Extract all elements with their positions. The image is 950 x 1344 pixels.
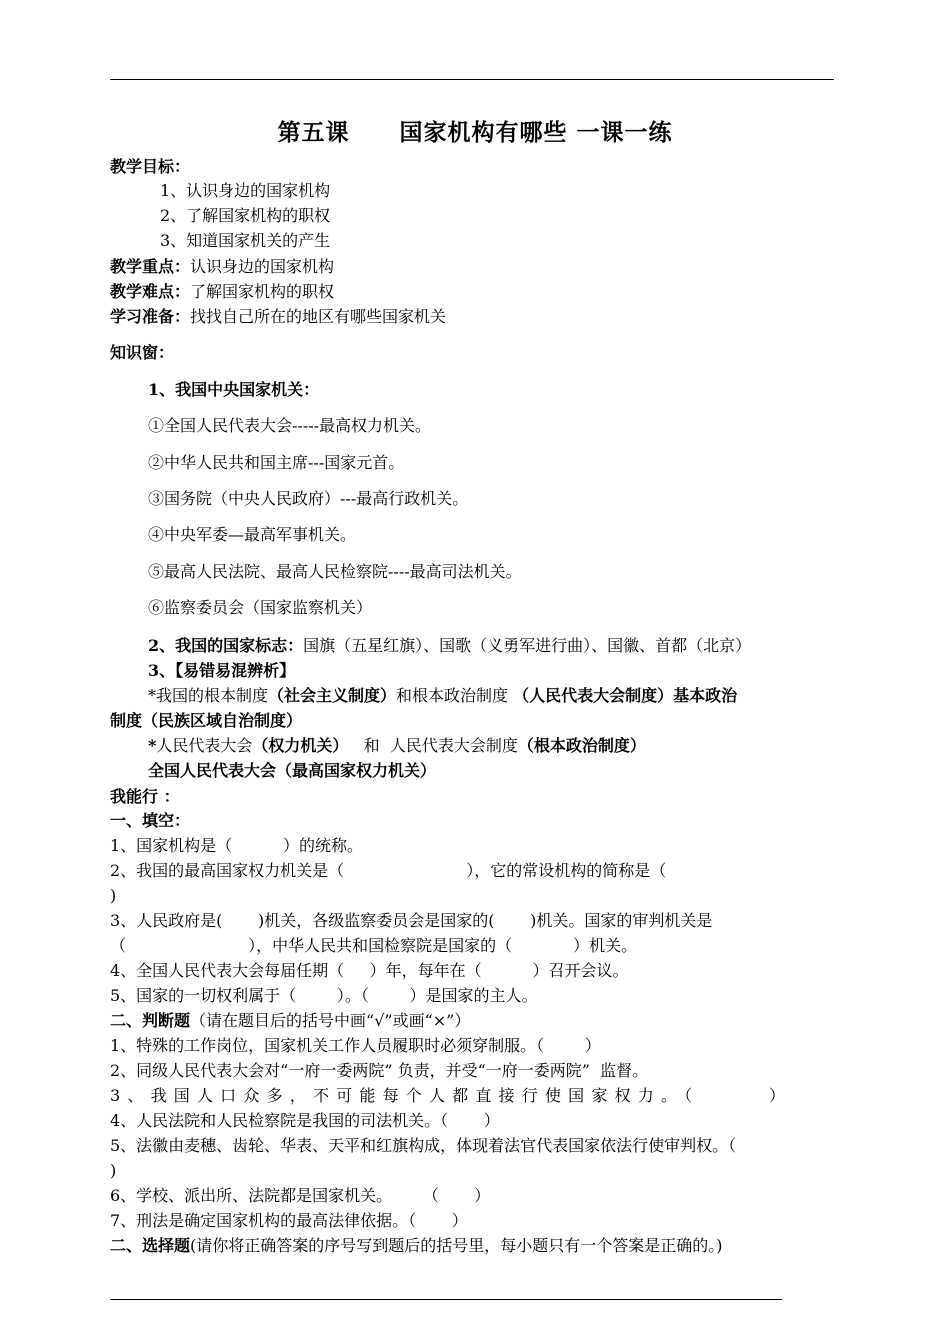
- organ-item: ③国务院（中央人民政府）---最高行政机关。: [148, 489, 469, 508]
- page-title: [0, 114, 950, 147]
- fill-question: 4、全国人民代表大会每届任期（ ）年，每年在（ ）召开会议。: [110, 961, 629, 980]
- judge-question-cont: ): [110, 1161, 117, 1180]
- text-run: （根本政治制度）: [517, 736, 646, 755]
- knowledge-label: 知识窗：: [110, 343, 175, 362]
- choice-heading: [110, 1236, 723, 1256]
- lesson-number: 第五课: [277, 119, 350, 146]
- text-run: 和根本政治制度: [396, 686, 514, 705]
- difficulty-label: 教学难点：: [110, 282, 191, 301]
- difficulty-text: 了解国家机构的职权: [190, 282, 335, 301]
- text-run: （人民代表大会制度）基本政治: [513, 686, 738, 705]
- text-run: *我国的根本制度: [148, 686, 269, 705]
- confusion-line-3: 全国人民代表大会（最高国家权力机关）: [148, 761, 437, 780]
- fill-question-cont: ): [110, 886, 117, 905]
- footer-rule: [110, 1299, 782, 1300]
- fill-question: 1、国家机构是（ ）的统称。: [110, 836, 364, 855]
- judge-question: 4、人民法院和人民检察院是我国的司法机关。（ ）: [110, 1111, 500, 1130]
- goal-item: 3、知道国家机关的产生: [160, 231, 331, 250]
- key-point: [110, 257, 334, 277]
- organ-item: ⑤最高人民法院、最高人民检察院----最高司法机关。: [148, 562, 522, 581]
- symbols-label: 2、我国的国家标志：: [148, 636, 304, 655]
- goal-item: 2、了解国家机构的职权: [160, 206, 331, 225]
- key-label: 教学重点：: [110, 257, 191, 276]
- choice-label: 二、选择题: [110, 1236, 191, 1255]
- prep-point: [110, 307, 446, 327]
- prep-text: 找找自己所在的地区有哪些国家机关: [190, 307, 447, 326]
- text-run: 人民代表大会: [156, 736, 253, 755]
- organ-item: ②中华人民共和国主席---国家元首。: [148, 453, 405, 472]
- header-rule: [110, 79, 834, 80]
- judge-heading: [110, 1011, 470, 1031]
- organ-item: ①全国人民代表大会-----最高权力机关。: [148, 416, 432, 435]
- fill-question: 3、人民政府是( )机关，各级监察委员会是国家的( )机关。国家的审判机关是: [110, 911, 713, 930]
- choice-hint: (请你将正确答案的序号写到题后的括号里，每小题只有一个答案是正确的。): [190, 1236, 723, 1255]
- symbols-text: 国旗（五星红旗）、国歌（义勇军进行曲）、国徽、首都（北京）: [303, 636, 752, 655]
- text-run: （社会主义制度）: [268, 686, 397, 705]
- fill-question-cont: （ ），中华人民共和国检察院是国家的（ ）机关。: [110, 936, 638, 955]
- practice-label: 我能行 ：: [110, 787, 180, 806]
- confusion-heading: 3、【易错易混辨析】: [148, 661, 296, 680]
- lesson-topic: 国家机构有哪些 一课一练: [399, 119, 673, 146]
- judge-question: 3、我国人口众多，不可能每个人都直接行使国家权力。（ ）: [110, 1086, 793, 1105]
- judge-label: 二、判断题: [110, 1011, 191, 1030]
- judge-question: 1、特殊的工作岗位，国家机关工作人员履职时必须穿制服。（ ）: [110, 1036, 601, 1055]
- judge-hint: （请在题目后的括号中画“√”或画“×”）: [190, 1011, 471, 1030]
- fill-question: 2、我国的最高国家权力机关是（ ），它的常设机构的简称是（: [110, 861, 667, 880]
- judge-question: 6、学校、派出所、法院都是国家机关。 （ ）: [110, 1186, 491, 1205]
- confusion-line-1: [148, 686, 737, 706]
- central-organs-heading: 1、我国中央国家机关：: [148, 380, 320, 399]
- key-text: 认识身边的国家机构: [190, 257, 335, 276]
- judge-question: 7、刑法是确定国家机构的最高法律依据。（ ）: [110, 1211, 468, 1230]
- difficulty-point: [110, 282, 334, 302]
- goals-label: 教学目标：: [110, 157, 191, 176]
- text-run: *: [148, 736, 157, 755]
- confusion-line-1-cont: 制度（民族区域自治制度）: [110, 711, 303, 730]
- judge-question: 5、法徽由麦穗、齿轮、华表、天平和红旗构成，体现着法官代表国家依法行使审判权。（: [110, 1136, 737, 1155]
- judge-question: 2、同级人民代表大会对“一府一委两院” 负责，并受“一府一委两院” 监督。: [110, 1061, 649, 1080]
- prep-label: 学习准备：: [110, 307, 191, 326]
- text-run: 和 人民代表大会制度: [348, 736, 518, 755]
- fill-heading: 一、填空：: [110, 811, 191, 830]
- confusion-line-2: [148, 736, 646, 756]
- organ-item: ④中央军委—最高军事机关。: [148, 525, 357, 544]
- goal-item: 1、认识身边的国家机构: [160, 181, 331, 200]
- fill-question: 5、国家的一切权利属于（ ）。（ ）是国家的主人。: [110, 986, 538, 1005]
- national-symbols: [148, 636, 751, 656]
- text-run: （权力机关）: [252, 736, 349, 755]
- organ-item: ⑥监察委员会（国家监察机关）: [148, 598, 373, 617]
